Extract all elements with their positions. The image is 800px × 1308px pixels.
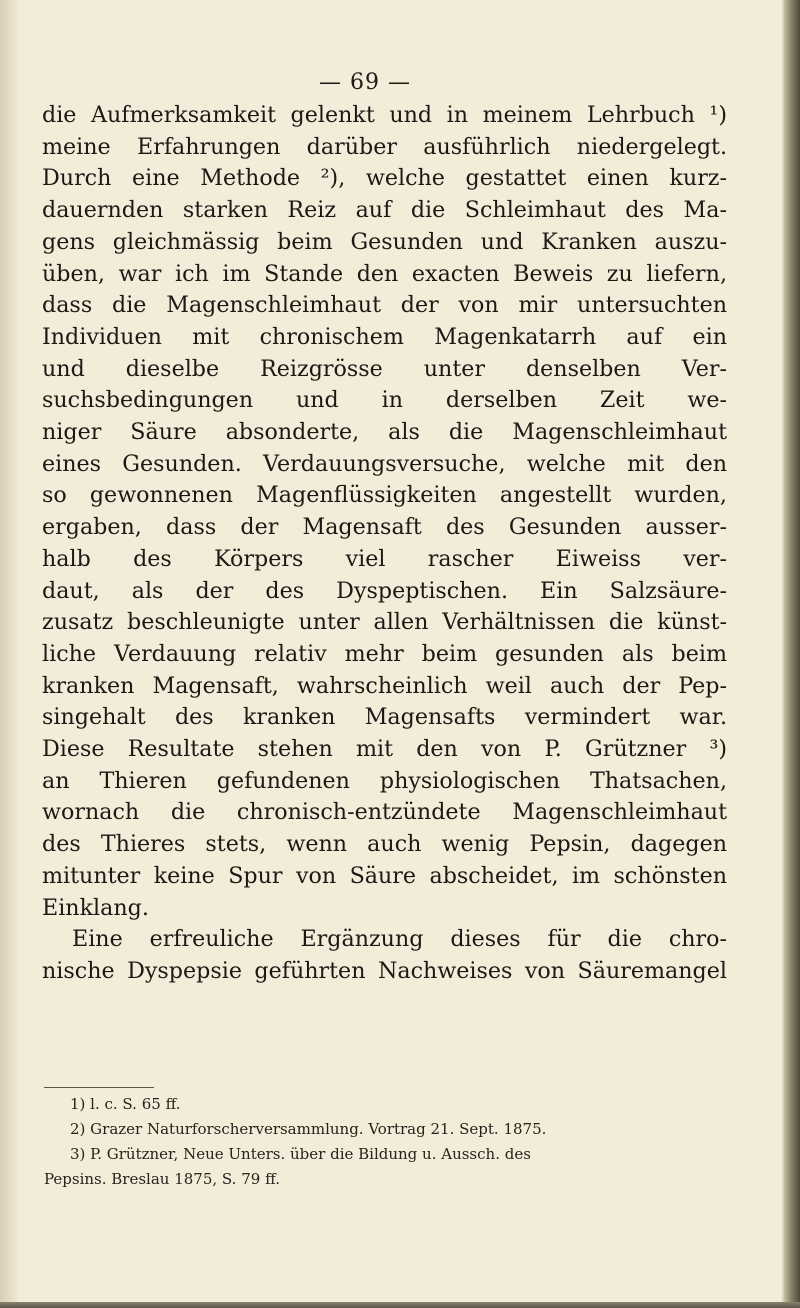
text-line: singehalt des kranken Magensafts vermindert war. <box>42 704 727 731</box>
footnotes <box>44 1092 729 1192</box>
text-line: halb des Körpers viel rascher Eiweiss ver- <box>42 545 727 572</box>
text-line: zusatz beschleunigte unter allen Verhältnissen die künst- <box>42 609 727 636</box>
text-line: so gewonnenen Magenflüssigkeiten angestellt wurden, <box>42 482 727 509</box>
left-gutter-shadow <box>0 0 18 1308</box>
text-line: kranken Magensaft, wahrscheinlich weil auch der Pep- <box>42 672 727 699</box>
text-line: des Thieres stets, wenn auch wenig Pepsin, dagegen <box>42 831 727 858</box>
text-line: an Thieren gefundenen physiologischen Thatsachen, <box>42 767 727 794</box>
text-line: eines Gesunden. Verdauungsversuche, welche mit den <box>42 450 727 477</box>
text-line: Diese Resultate stehen mit den von P. Grützner ³) <box>42 736 727 763</box>
page-number: — 69 — <box>319 70 411 95</box>
footnote: 3) P. Grützner, Neue Unters. über die Bildung u. Aussch. des <box>70 1145 531 1163</box>
text-line: ergaben, dass der Magensaft des Gesunden ausser- <box>42 514 727 541</box>
text-line: daut, als der des Dyspeptischen. Ein Salzsäure- <box>42 577 727 604</box>
text-line: mitunter keine Spur von Säure abscheidet, im schönsten <box>42 862 727 889</box>
body-text <box>42 100 727 988</box>
text-line: nische Dyspepsie geführten Nachweises von Säuremangel <box>42 957 727 984</box>
text-line: suchsbedingungen und in derselben Zeit we- <box>42 387 727 414</box>
right-page-edge <box>784 0 800 1308</box>
text-line: Einklang. <box>42 894 149 921</box>
text-line: Eine erfreuliche Ergänzung dieses für die chro- <box>72 926 727 953</box>
text-line: Individuen mit chronischem Magenkatarrh auf ein <box>42 323 727 350</box>
text-line: dauernden starken Reiz auf die Schleimhaut des Ma- <box>42 197 727 224</box>
footnote: 1) l. c. S. 65 ff. <box>70 1095 181 1113</box>
text-line: und dieselbe Reizgrösse unter denselben Ver- <box>42 355 727 382</box>
footnote-divider <box>44 1087 154 1088</box>
bottom-page-edge <box>0 1302 800 1308</box>
text-line: dass die Magenschleimhaut der von mir untersuchten <box>42 292 727 319</box>
text-line: meine Erfahrungen darüber ausführlich niedergelegt. <box>42 133 727 160</box>
footnote-continuation: Pepsins. Breslau 1875, S. 79 ff. <box>44 1170 280 1188</box>
text-line: Durch eine Methode ²), welche gestattet einen kurz- <box>42 165 727 192</box>
text-line: wornach die chronisch-entzündete Magenschleimhaut <box>42 799 727 826</box>
text-line: üben, war ich im Stande den exacten Beweis zu liefern, <box>42 260 727 287</box>
footnote: 2) Grazer Naturforscherversammlung. Vortrag 21. Sept. 1875. <box>70 1120 547 1138</box>
text-line: gens gleichmässig beim Gesunden und Kranken auszu- <box>42 228 727 255</box>
text-line: die Aufmerksamkeit gelenkt und in meinem Lehrbuch ¹) <box>42 102 727 128</box>
text-line: niger Säure absonderte, als die Magenschleimhaut <box>42 419 727 446</box>
text-line: liche Verdauung relativ mehr beim gesunden als beim <box>42 640 727 667</box>
